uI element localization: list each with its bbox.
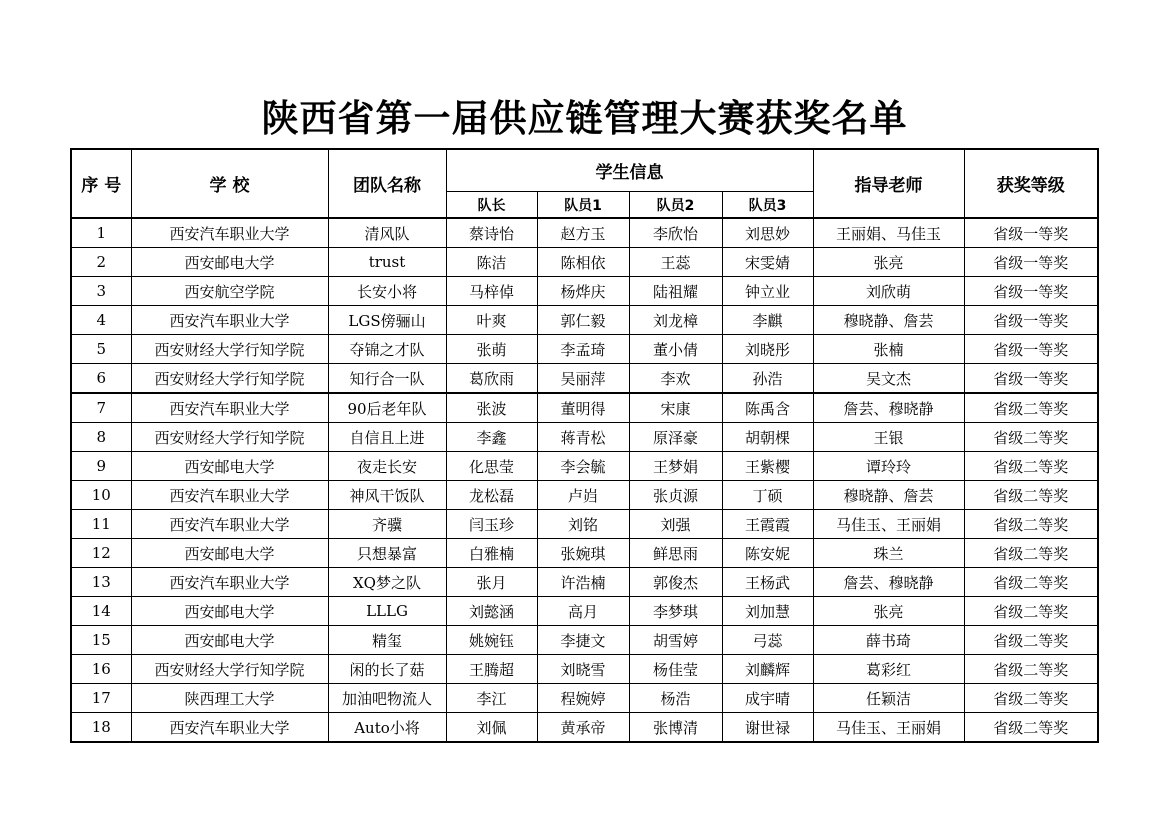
table-row [71,277,1098,306]
table-row [71,568,1098,597]
cell-advisor: 张亮 [813,248,964,277]
table-row [71,626,1098,655]
cell-award: 省级一等奖 [964,335,1098,364]
cell-member1: 李捷文 [537,626,629,655]
cell-no: 12 [71,539,131,568]
cell-no: 7 [71,393,131,423]
cell-member1: 李会毓 [537,452,629,481]
cell-member3: 王杨武 [722,568,813,597]
cell-advisor: 刘欣萌 [813,277,964,306]
cell-no: 16 [71,655,131,684]
cell-member2: 陆祖耀 [629,277,722,306]
cell-no: 6 [71,364,131,394]
header-student-info: 学生信息 [446,149,813,192]
cell-captain: 白雅楠 [446,539,537,568]
cell-member1: 董明得 [537,393,629,423]
cell-member2: 刘龙樟 [629,306,722,335]
cell-advisor: 薛书琦 [813,626,964,655]
table-row [71,713,1098,743]
cell-member2: 董小倩 [629,335,722,364]
cell-school: 西安汽车职业大学 [131,568,328,597]
cell-member3: 刘麟辉 [722,655,813,684]
cell-award: 省级一等奖 [964,248,1098,277]
cell-award: 省级二等奖 [964,626,1098,655]
cell-award: 省级二等奖 [964,713,1098,743]
cell-school: 西安邮电大学 [131,452,328,481]
cell-team: LLLG [328,597,446,626]
cell-no: 17 [71,684,131,713]
cell-advisor: 詹芸、穆晓静 [813,393,964,423]
cell-captain: 张月 [446,568,537,597]
cell-award: 省级二等奖 [964,452,1098,481]
table-row [71,452,1098,481]
cell-no: 5 [71,335,131,364]
cell-team: 知行合一队 [328,364,446,394]
table-row [71,655,1098,684]
cell-advisor: 张亮 [813,597,964,626]
table-row [71,684,1098,713]
header-member3: 队员3 [722,192,813,219]
cell-member3: 刘思妙 [722,218,813,248]
cell-advisor: 张楠 [813,335,964,364]
cell-team: 夺锦之才队 [328,335,446,364]
cell-advisor: 王银 [813,423,964,452]
cell-award: 省级二等奖 [964,597,1098,626]
cell-no: 8 [71,423,131,452]
table-row [71,510,1098,539]
cell-member3: 陈安妮 [722,539,813,568]
cell-advisor: 穆晓静、詹芸 [813,306,964,335]
cell-school: 西安财经大学行知学院 [131,364,328,394]
cell-award: 省级二等奖 [964,568,1098,597]
cell-advisor: 任颖洁 [813,684,964,713]
cell-team: 神风干饭队 [328,481,446,510]
cell-school: 西安财经大学行知学院 [131,335,328,364]
page-title: 陕西省第一届供应链管理大赛获奖名单 [261,97,908,140]
header-captain: 队长 [446,192,537,219]
cell-member2: 杨佳莹 [629,655,722,684]
table-row [71,248,1098,277]
cell-member1: 吴丽萍 [537,364,629,394]
cell-school: 西安财经大学行知学院 [131,423,328,452]
cell-member2: 宋康 [629,393,722,423]
cell-no: 15 [71,626,131,655]
cell-captain: 蔡诗怡 [446,218,537,248]
table-row [71,481,1098,510]
cell-award: 省级一等奖 [964,364,1098,394]
cell-member3: 宋雯婧 [722,248,813,277]
cell-captain: 张波 [446,393,537,423]
cell-member2: 杨浩 [629,684,722,713]
cell-advisor: 葛彩红 [813,655,964,684]
cell-captain: 张萌 [446,335,537,364]
cell-no: 10 [71,481,131,510]
cell-member2: 李欣怡 [629,218,722,248]
cell-member1: 张婉琪 [537,539,629,568]
cell-no: 2 [71,248,131,277]
cell-advisor: 珠兰 [813,539,964,568]
cell-member1: 黄承帝 [537,713,629,743]
cell-member1: 许浩楠 [537,568,629,597]
cell-member3: 陈禹含 [722,393,813,423]
header-member2: 队员2 [629,192,722,219]
cell-school: 西安邮电大学 [131,248,328,277]
cell-member3: 丁硕 [722,481,813,510]
cell-member2: 王梦娟 [629,452,722,481]
header-team: 团队名称 [328,149,446,218]
table-row [71,539,1098,568]
cell-award: 省级一等奖 [964,306,1098,335]
cell-member1: 蒋青松 [537,423,629,452]
table-row [71,597,1098,626]
cell-school: 西安航空学院 [131,277,328,306]
header-school: 学 校 [131,149,328,218]
cell-member1: 赵方玉 [537,218,629,248]
cell-school: 西安汽车职业大学 [131,510,328,539]
cell-member2: 王蕊 [629,248,722,277]
cell-no: 1 [71,218,131,248]
cell-school: 陕西理工大学 [131,684,328,713]
cell-no: 13 [71,568,131,597]
table-row [71,218,1098,248]
cell-captain: 李江 [446,684,537,713]
cell-member3: 谢世禄 [722,713,813,743]
cell-team: 加油吧物流人 [328,684,446,713]
cell-member1: 杨烨庆 [537,277,629,306]
cell-captain: 刘懿涵 [446,597,537,626]
cell-school: 西安邮电大学 [131,626,328,655]
cell-member2: 郭俊杰 [629,568,722,597]
header-advisor: 指导老师 [813,149,964,218]
cell-school: 西安财经大学行知学院 [131,655,328,684]
cell-member3: 成宇晴 [722,684,813,713]
cell-no: 4 [71,306,131,335]
cell-member3: 王紫樱 [722,452,813,481]
cell-award: 省级二等奖 [964,481,1098,510]
cell-award: 省级二等奖 [964,655,1098,684]
cell-captain: 闫玉珍 [446,510,537,539]
header-no: 序 号 [71,149,131,218]
cell-captain: 龙松磊 [446,481,537,510]
cell-advisor: 吴文杰 [813,364,964,394]
header-award: 获奖等级 [964,149,1098,218]
cell-member1: 卢岿 [537,481,629,510]
cell-school: 西安邮电大学 [131,597,328,626]
cell-school: 西安汽车职业大学 [131,393,328,423]
cell-member2: 原泽豪 [629,423,722,452]
cell-member1: 高月 [537,597,629,626]
cell-captain: 李鑫 [446,423,537,452]
cell-captain: 叶爽 [446,306,537,335]
cell-award: 省级二等奖 [964,510,1098,539]
cell-team: 清风队 [328,218,446,248]
cell-advisor: 王丽娟、马佳玉 [813,218,964,248]
cell-advisor: 马佳玉、王丽娟 [813,510,964,539]
cell-school: 西安汽车职业大学 [131,218,328,248]
cell-advisor: 谭玲玲 [813,452,964,481]
cell-no: 11 [71,510,131,539]
cell-member3: 胡朝棵 [722,423,813,452]
cell-member3: 刘晓彤 [722,335,813,364]
cell-captain: 姚婉钰 [446,626,537,655]
cell-school: 西安汽车职业大学 [131,481,328,510]
cell-award: 省级一等奖 [964,218,1098,248]
table-row [71,364,1098,394]
cell-member3: 李麒 [722,306,813,335]
table-body [71,218,1098,742]
cell-award: 省级二等奖 [964,684,1098,713]
cell-no: 9 [71,452,131,481]
cell-award: 省级二等奖 [964,393,1098,423]
cell-member3: 钟立业 [722,277,813,306]
cell-captain: 化思莹 [446,452,537,481]
cell-advisor: 穆晓静、詹芸 [813,481,964,510]
table-row [71,335,1098,364]
cell-member2: 鲜思雨 [629,539,722,568]
cell-no: 14 [71,597,131,626]
cell-member2: 张贞源 [629,481,722,510]
cell-team: XQ梦之队 [328,568,446,597]
cell-team: 精玺 [328,626,446,655]
cell-member2: 张博清 [629,713,722,743]
header-member1: 队员1 [537,192,629,219]
cell-member3: 弓蕊 [722,626,813,655]
cell-member1: 李孟琦 [537,335,629,364]
cell-team: LGS傍骊山 [328,306,446,335]
cell-award: 省级二等奖 [964,539,1098,568]
cell-captain: 陈洁 [446,248,537,277]
cell-member1: 程婉婷 [537,684,629,713]
award-table [70,148,1099,743]
cell-school: 西安汽车职业大学 [131,306,328,335]
cell-captain: 王腾超 [446,655,537,684]
cell-member1: 陈相依 [537,248,629,277]
cell-school: 西安汽车职业大学 [131,713,328,743]
cell-member2: 胡雪婷 [629,626,722,655]
cell-team: 夜走长安 [328,452,446,481]
cell-member2: 刘强 [629,510,722,539]
cell-team: 只想暴富 [328,539,446,568]
cell-member1: 刘铭 [537,510,629,539]
cell-award: 省级二等奖 [964,423,1098,452]
cell-award: 省级一等奖 [964,277,1098,306]
cell-school: 西安邮电大学 [131,539,328,568]
cell-member3: 孙浩 [722,364,813,394]
cell-captain: 马梓倬 [446,277,537,306]
cell-captain: 刘佩 [446,713,537,743]
cell-no: 18 [71,713,131,743]
cell-captain: 葛欣雨 [446,364,537,394]
cell-member1: 郭仁毅 [537,306,629,335]
cell-member2: 李欢 [629,364,722,394]
cell-advisor: 詹芸、穆晓静 [813,568,964,597]
cell-member3: 刘加慧 [722,597,813,626]
cell-team: trust [328,248,446,277]
cell-member1: 刘晓雪 [537,655,629,684]
cell-advisor: 马佳玉、王丽娟 [813,713,964,743]
cell-no: 3 [71,277,131,306]
cell-member3: 王霞霞 [722,510,813,539]
cell-team: 90后老年队 [328,393,446,423]
table-row [71,306,1098,335]
table-row [71,393,1098,423]
cell-member2: 李梦琪 [629,597,722,626]
table-row [71,423,1098,452]
cell-team: 齐骥 [328,510,446,539]
cell-team: 闲的长了菇 [328,655,446,684]
cell-team: Auto小将 [328,713,446,743]
cell-team: 自信且上进 [328,423,446,452]
cell-team: 长安小将 [328,277,446,306]
